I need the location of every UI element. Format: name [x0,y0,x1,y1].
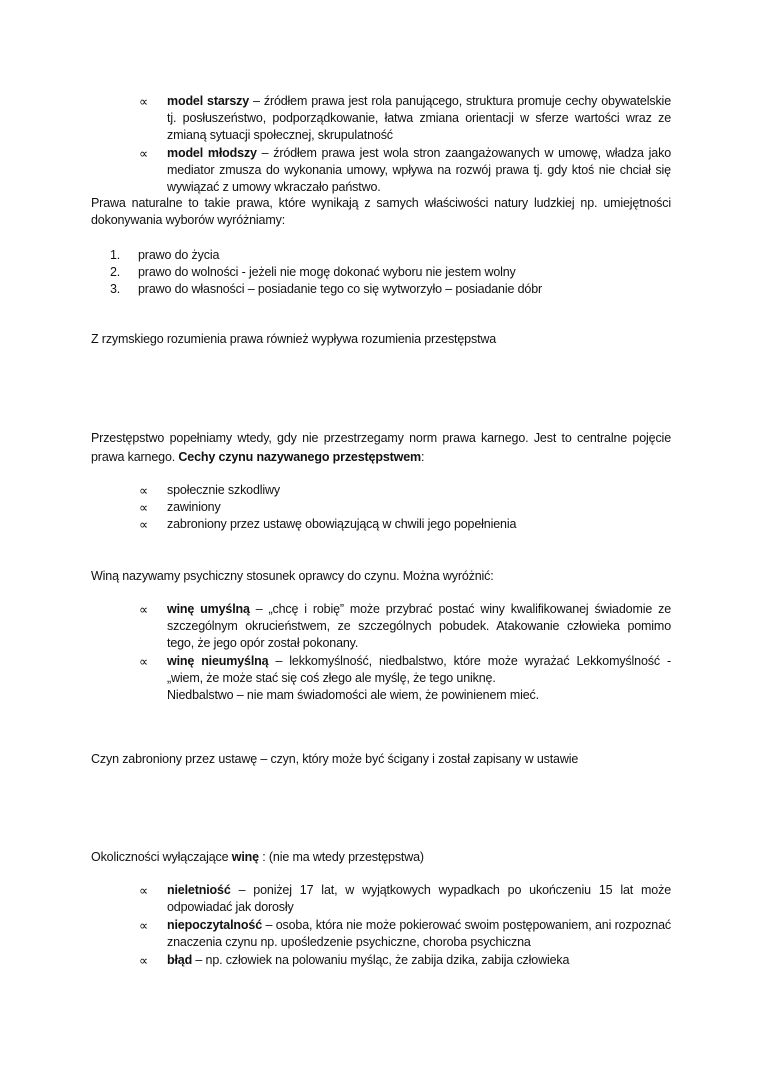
circumstances-end: : (nie ma wtedy przestępstwa) [258,850,424,864]
guilt-paragraph: Winą nazywamy psychiczny stosunek oprawcy do czynu. Można wyróżnić: [91,569,494,583]
item-text: prawo do wolności - jeżeli nie mogę dokonać wyboru nie jestem wolny [138,265,516,279]
bullet-icon: ∝ [139,146,149,161]
list-item [139,601,671,652]
list-item [139,917,671,951]
circumstances-text: Okoliczności wyłączające [91,850,232,864]
item-text: zawiniony [167,500,221,514]
item-label: winę nieumyślną [167,654,269,668]
item-text: – źródłem prawa jest rola panującego, struktura promuje cechy obywatelskie tj. posłuszeństwo, podporządkowanie, łatwa zmiana orientacji w sferze wartości wraz ze zmianą sytuacji społecznej, skrupulatność [167,94,671,142]
circumstances-paragraph [91,849,671,866]
item-number: 3. [110,282,121,296]
item-label: winę umyślną [167,602,250,616]
list-item [110,281,670,298]
list-item [139,499,671,516]
crime-features-list [139,482,671,533]
item-text: – lekkomyślność, niedbalstwo, które może wyrażać Lekkomyślność - „wiem, że może stać się coś złego ale myślę, że tego uniknę. [167,654,671,685]
item-text: – poniżej 17 lat, w wyjątkowych wypadkach po ukończeniu 15 lat może odpowiadać jak dorosły [167,883,671,914]
crime-text: Przestępstwo popełniamy wtedy, gdy nie przestrzegamy norm prawa karnego. Jest to centralne pojęcie prawa karnego. [91,431,671,464]
prohibited-act-paragraph: Czyn zabroniony przez ustawę – czyn, który może być ścigany i został zapisany w ustawie [91,752,579,766]
circumstances-bold: winę [231,850,259,864]
bullet-icon: ∝ [139,883,149,898]
natural-law-paragraph: Prawa naturalne to takie prawa, które wynikają z samych właściwości natury ludzkiej np. umiejętności dokonywania wyborów wyróżniamy: [91,196,671,227]
models-list [139,93,671,196]
item-text: prawo do własności – posiadanie tego co się wytworzyło – posiadanie dóbr [138,282,543,296]
item-label: model młodszy [167,146,257,160]
list-item [139,93,671,144]
item-text-continued: Niedbalstwo – nie mam świadomości ale wiem, że powinienem mieć. [167,688,539,702]
bullet-icon: ∝ [139,918,149,933]
item-text: prawo do życia [138,248,220,262]
item-text: – osoba, która nie może pokierować swoim postępowaniem, ani rozpoznać znaczenia czynu np. upośledzenie psychiczne, choroba psychiczna [167,918,671,949]
item-text: zabroniony przez ustawę obowiązującą w chwili jego popełnienia [167,517,517,531]
list-item [139,653,671,704]
list-item [110,247,670,264]
list-item [139,145,671,196]
bullet-icon: ∝ [139,483,149,498]
bullet-icon: ∝ [139,654,149,669]
roman-paragraph: Z rzymskiego rozumienia prawa również wypływa rozumienia przestępstwa [91,332,497,346]
bullet-icon: ∝ [139,500,149,515]
list-item [139,882,671,916]
item-label: model starszy [167,94,250,108]
item-text: – „chcę i robię” może przybrać postać winy kwalifikowanej świadomie ze szczególnym okrucieństwem, ze szczególnych pobudek. Atakowanie człowieka pomimo tego, że jego opór został pokonany. [167,602,672,650]
item-label: błąd [167,953,193,967]
bullet-icon: ∝ [139,94,149,109]
crime-bold: Cechy czynu nazywanego przestępstwem [178,450,421,464]
item-text: – źródłem prawa jest wola stron zaangażowanych w umowę, władza jako mediator zmusza do wykonania umowy, wpływa na rozwój prawa tj. gdy ktoś nie chciał się wywiązać z umowy wkraczało państwo. [167,146,671,194]
rights-list [110,247,670,298]
crime-end: : [420,450,425,464]
circumstances-list [139,882,671,969]
item-number: 1. [110,248,121,262]
guilt-types-list [139,601,671,704]
list-item [110,264,670,281]
bullet-icon: ∝ [139,602,149,617]
item-label: nieletniość [167,883,231,897]
bullet-icon: ∝ [139,517,149,532]
list-item [139,482,671,499]
item-label: niepoczytalność [167,918,262,932]
bullet-icon: ∝ [139,953,149,968]
item-text: społecznie szkodliwy [167,483,281,497]
item-text: – np. człowiek na polowaniu myśląc, że zabija dzika, zabija człowieka [192,953,570,967]
item-number: 2. [110,265,121,279]
crime-paragraph [91,429,671,467]
list-item [139,952,671,969]
list-item [139,516,671,533]
